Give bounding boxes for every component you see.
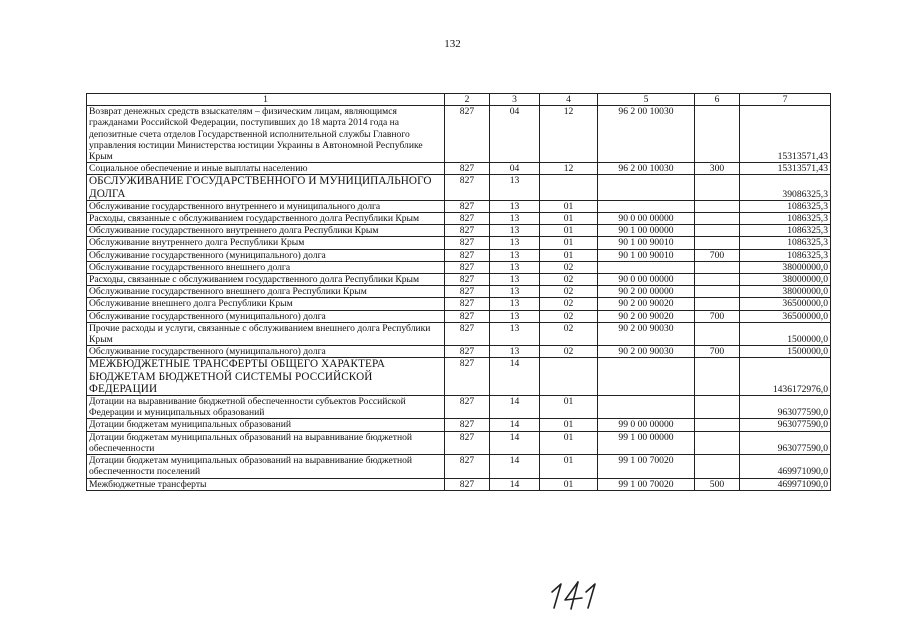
row-section: 04 [490,163,540,175]
row-amount: 1086325,3 [740,213,831,225]
row-subsection: 01 [540,249,598,261]
row-expense-type [695,286,740,298]
table-row [87,225,831,237]
row-subsection: 02 [540,322,598,345]
row-subsection: 12 [540,163,598,175]
row-expense-type [695,200,740,212]
row-subsection: 02 [540,274,598,286]
table-row [87,310,831,322]
table-row [87,431,831,454]
row-subsection: 02 [540,310,598,322]
row-name: МЕЖБЮДЖЕТНЫЕ ТРАНСФЕРТЫ ОБЩЕГО ХАРАКТЕРА БЮДЖЕТАМ БЮДЖЕТНОЙ СИСТЕМЫ РОССИЙСКОЙ ФЕДЕРАЦИИ [87,358,445,396]
table-row [87,322,831,345]
row-expense-type [695,274,740,286]
row-ministry-code: 827 [445,431,490,454]
table-row [87,261,831,273]
row-subsection: 01 [540,225,598,237]
header-cell: 5 [598,94,695,106]
row-section: 13 [490,310,540,322]
row-subsection: 02 [540,261,598,273]
row-amount: 15313571,43 [740,106,831,163]
row-ministry-code: 827 [445,396,490,419]
table-row [87,455,831,478]
row-section: 13 [490,346,540,358]
table-header-row [87,94,831,106]
row-amount: 36500000,0 [740,298,831,310]
row-target-article: 90 0 00 00000 [598,274,695,286]
row-expense-type [695,261,740,273]
row-ministry-code: 827 [445,455,490,478]
table-row [87,396,831,419]
row-target-article: 90 1 00 00000 [598,225,695,237]
row-ministry-code: 827 [445,261,490,273]
row-name: Обслуживание внешнего долга Республики Крым [87,298,445,310]
row-amount: 1086325,3 [740,237,831,249]
header-cell: 2 [445,94,490,106]
row-amount: 1500000,0 [740,346,831,358]
row-amount: 1086325,3 [740,249,831,261]
row-target-article: 90 1 00 90010 [598,249,695,261]
row-section: 14 [490,396,540,419]
row-section: 13 [490,200,540,212]
row-target-article [598,261,695,273]
row-subsection: 01 [540,419,598,431]
row-name: Обслуживание государственного внешнего долга Республики Крым [87,286,445,298]
table-row [87,274,831,286]
row-amount: 963077590,0 [740,396,831,419]
row-expense-type: 700 [695,249,740,261]
row-name: ОБСЛУЖИВАНИЕ ГОСУДАРСТВЕННОГО И МУНИЦИПАЛЬНОГО ДОЛГА [87,175,445,200]
row-section: 14 [490,478,540,490]
row-amount: 38000000,0 [740,274,831,286]
row-subsection: 01 [540,478,598,490]
row-amount: 39086325,3 [740,175,831,200]
row-target-article: 90 2 00 00000 [598,286,695,298]
row-subsection: 01 [540,431,598,454]
row-expense-type: 700 [695,346,740,358]
row-target-article: 90 1 00 90010 [598,237,695,249]
row-amount: 1436172976,0 [740,358,831,396]
row-subsection: 01 [540,200,598,212]
row-section: 14 [490,419,540,431]
row-section: 14 [490,358,540,396]
row-subsection: 01 [540,396,598,419]
row-subsection: 01 [540,455,598,478]
row-amount: 963077590,0 [740,419,831,431]
handwritten-sheet-number [548,578,608,612]
row-expense-type [695,298,740,310]
row-expense-type: 300 [695,163,740,175]
row-section: 13 [490,322,540,345]
table-row [87,106,831,163]
row-target-article: 90 0 00 00000 [598,213,695,225]
row-subsection: 02 [540,346,598,358]
page-number: 132 [444,38,461,50]
header-cell: 3 [490,94,540,106]
row-section: 13 [490,298,540,310]
row-section: 13 [490,237,540,249]
row-name: Обслуживание государственного внешнего долга [87,261,445,273]
row-subsection: 12 [540,106,598,163]
row-name: Расходы, связанные с обслуживанием государственного долга Республики Крым [87,274,445,286]
row-expense-type [695,322,740,345]
row-ministry-code: 827 [445,286,490,298]
row-ministry-code: 827 [445,225,490,237]
row-target-article: 90 2 00 90020 [598,298,695,310]
row-subsection: 01 [540,237,598,249]
row-amount: 38000000,0 [740,286,831,298]
row-amount: 36500000,0 [740,310,831,322]
row-name: Обслуживание государственного (муниципального) долга [87,310,445,322]
row-expense-type [695,431,740,454]
row-amount: 469971090,0 [740,455,831,478]
row-ministry-code: 827 [445,175,490,200]
row-name: Дотации бюджетам муниципальных образований [87,419,445,431]
row-name: Обслуживание государственного внутреннего и муниципального долга [87,200,445,212]
row-expense-type: 500 [695,478,740,490]
row-name: Межбюджетные трансферты [87,478,445,490]
row-expense-type [695,175,740,200]
row-name: Дотации на выравнивание бюджетной обеспеченности субъектов Российской Федерации и муниципальных образований [87,396,445,419]
row-target-article: 90 2 00 90020 [598,310,695,322]
row-expense-type [695,213,740,225]
table-row [87,419,831,431]
row-ministry-code: 827 [445,249,490,261]
row-name: Обслуживание внутреннего долга Республики Крым [87,237,445,249]
row-section: 13 [490,225,540,237]
row-amount: 15313571,43 [740,163,831,175]
row-name: Дотации бюджетам муниципальных образований на выравнивание бюджетной обеспеченности [87,431,445,454]
row-amount: 38000000,0 [740,261,831,273]
header-cell: 1 [87,94,445,106]
row-ministry-code: 827 [445,298,490,310]
row-section: 04 [490,106,540,163]
row-target-article: 99 1 00 70020 [598,455,695,478]
row-target-article: 96 2 00 10030 [598,163,695,175]
table-row [87,175,831,200]
table-row [87,478,831,490]
row-expense-type [695,419,740,431]
table-row [87,213,831,225]
row-amount: 469971090,0 [740,478,831,490]
row-ministry-code: 827 [445,237,490,249]
row-target-article: 96 2 00 10030 [598,106,695,163]
header-cell: 7 [740,94,831,106]
row-ministry-code: 827 [445,346,490,358]
row-subsection: 02 [540,286,598,298]
row-name: Обслуживание государственного (муниципального) долга [87,346,445,358]
row-ministry-code: 827 [445,310,490,322]
budget-table [86,93,831,491]
row-amount: 1086325,3 [740,200,831,212]
row-section: 14 [490,455,540,478]
row-expense-type [695,455,740,478]
row-ministry-code: 827 [445,106,490,163]
table-row [87,249,831,261]
header-cell: 4 [540,94,598,106]
row-expense-type [695,237,740,249]
row-section: 13 [490,249,540,261]
row-amount: 1500000,0 [740,322,831,345]
row-ministry-code: 827 [445,358,490,396]
row-target-article: 90 2 00 90030 [598,322,695,345]
row-section: 13 [490,213,540,225]
row-subsection: 02 [540,298,598,310]
row-section: 13 [490,261,540,273]
table-row [87,163,831,175]
row-ministry-code: 827 [445,213,490,225]
row-name: Социальное обеспечение и иные выплаты населению [87,163,445,175]
row-expense-type: 700 [695,310,740,322]
row-target-article [598,200,695,212]
row-target-article: 90 2 00 90030 [598,346,695,358]
row-ministry-code: 827 [445,163,490,175]
row-target-article [598,175,695,200]
row-expense-type [695,106,740,163]
row-section: 13 [490,274,540,286]
table-row [87,237,831,249]
row-name: Обслуживание государственного внутреннего долга Республики Крым [87,225,445,237]
row-ministry-code: 827 [445,322,490,345]
row-name: Прочие расходы и услуги, связанные с обслуживанием внешнего долга Республики Крым [87,322,445,345]
table-row [87,346,831,358]
row-ministry-code: 827 [445,419,490,431]
row-subsection [540,175,598,200]
row-amount: 963077590,0 [740,431,831,454]
row-ministry-code: 827 [445,200,490,212]
table-row [87,298,831,310]
row-name: Возврат денежных средств взыскателям – физическим лицам, являющимся гражданами Российской Федерации, поступивших до 18 марта 2014 года на депозитные счета отделов Государственной исполнительной службы Главного управления юстиции Министерства юстиции Украины в Автономной Республике Крым [87,106,445,163]
row-section: 13 [490,286,540,298]
row-target-article [598,358,695,396]
row-name: Дотации бюджетам муниципальных образований на выравнивание бюджетной обеспеченности поселений [87,455,445,478]
row-ministry-code: 827 [445,274,490,286]
row-expense-type [695,396,740,419]
row-target-article: 99 0 00 00000 [598,419,695,431]
row-name: Обслуживание государственного (муниципального) долга [87,249,445,261]
header-cell: 6 [695,94,740,106]
table-row [87,286,831,298]
row-amount: 1086325,3 [740,225,831,237]
table-row [87,358,831,396]
row-target-article: 99 1 00 70020 [598,478,695,490]
row-section: 14 [490,431,540,454]
row-target-article: 99 1 00 00000 [598,431,695,454]
row-subsection: 01 [540,213,598,225]
row-expense-type [695,225,740,237]
table-row [87,200,831,212]
row-expense-type [695,358,740,396]
row-target-article [598,396,695,419]
row-section: 13 [490,175,540,200]
row-name: Расходы, связанные с обслуживанием государственного долга Республики Крым [87,213,445,225]
row-subsection [540,358,598,396]
row-ministry-code: 827 [445,478,490,490]
